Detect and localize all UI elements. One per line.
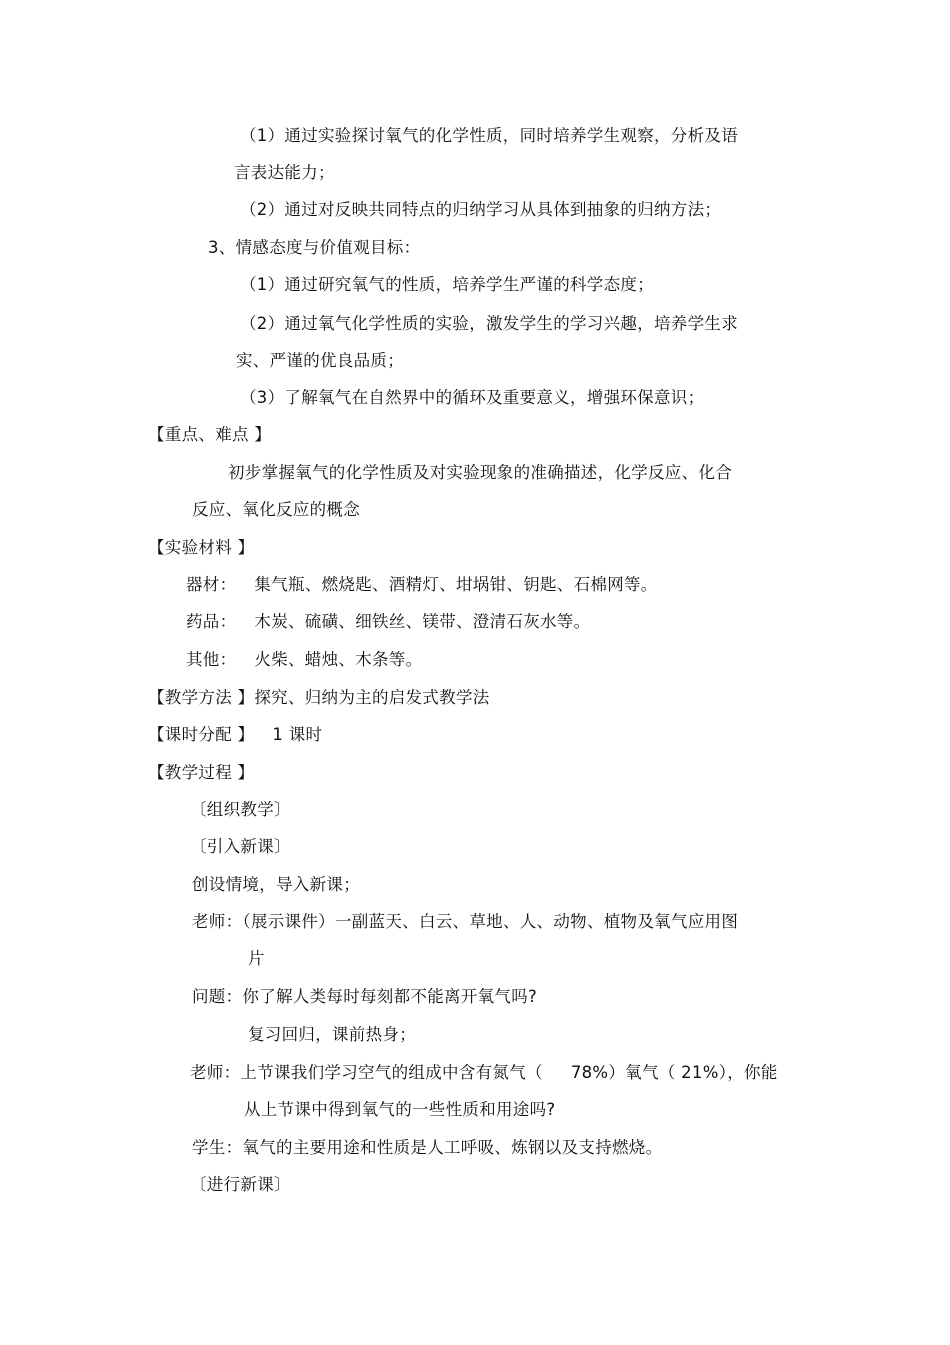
- key-points-line1: 初步掌握氧气的化学性质及对实验现象的准确描述，化学反应、化合: [228, 463, 732, 482]
- attitude-objectives-heading: 3、情感态度与价值观目标：: [208, 238, 421, 257]
- student-row: [192, 1137, 662, 1159]
- other-label: 其他：: [186, 650, 237, 669]
- ability-objective-1-line1: （1）通过实验探讨氧气的化学性质，同时培养学生观察，分析及语: [240, 126, 738, 145]
- teacher-speech-2a: 上节课我们学习空气的组成中含有氮气（: [240, 1063, 543, 1082]
- reagents-label: 药品：: [186, 612, 237, 631]
- teaching-process-heading: 【教学过程 】: [148, 763, 255, 782]
- attitude-objective-2-line1: （2）通过氧气化学性质的实验，激发学生的学习兴趣，培养学生求: [240, 314, 738, 333]
- ability-objective-1-line2: 言表达能力；: [234, 163, 335, 182]
- student-label: 学生：: [192, 1138, 243, 1157]
- teacher-label-2: 老师：: [190, 1063, 241, 1082]
- introduce-new-lesson: 〔引入新课〕: [190, 837, 291, 856]
- key-points-heading: 【重点、难点 】: [148, 425, 272, 444]
- teacher-label: 老师：: [192, 912, 243, 931]
- review-warmup: 复习回归，课前热身；: [248, 1025, 416, 1044]
- teaching-method-row: [148, 687, 490, 709]
- student-value: 氧气的主要用途和性质是人工呼吸、炼钢以及支持燃烧。: [242, 1138, 663, 1157]
- other-value: 火柴、蜡烛、木条等。: [254, 650, 423, 669]
- question-row: [192, 986, 537, 1008]
- teaching-method-heading: 【教学方法 】: [148, 688, 255, 707]
- other-materials-row: [186, 649, 422, 671]
- teacher-line-2: [190, 1062, 778, 1084]
- question-value: 你了解人类每时每刻都不能离开氧气吗?: [242, 987, 538, 1006]
- ability-objective-2: （2）通过对反映共同特点的归纳学习从具体到抽象的归纳方法；: [240, 200, 722, 219]
- teacher-line-1: [192, 911, 738, 933]
- materials-heading: 【实验材料 】: [148, 538, 255, 557]
- reagents-row: [186, 611, 590, 633]
- attitude-objective-2-line2: 实、严谨的优良品质；: [236, 351, 404, 370]
- key-points-line2: 反应、氧化反应的概念: [192, 500, 360, 519]
- teacher-line-2-cont: 从上节课中得到氧气的一些性质和用途吗?: [244, 1100, 556, 1119]
- create-scenario: 创设情境，导入新课；: [192, 875, 360, 894]
- reagents-value: 木炭、硫磺、细铁丝、镁带、澄清石灰水等。: [254, 612, 591, 631]
- equipment-row: [186, 574, 658, 596]
- question-label: 问题：: [192, 987, 243, 1006]
- attitude-objective-1: （1）通过研究氧气的性质，培养学生严谨的科学态度；: [240, 275, 654, 294]
- equipment-value: 集气瓶、燃烧匙、酒精灯、坩埚钳、钥匙、石棉网等。: [254, 575, 658, 594]
- teaching-method-value: 探究、归纳为主的启发式教学法: [254, 688, 490, 707]
- class-hours-heading: 【课时分配 】: [148, 725, 255, 744]
- organize-teaching: 〔组织教学〕: [190, 800, 291, 819]
- class-hours-value: 1 课时: [272, 725, 323, 744]
- class-hours-row: [148, 724, 322, 746]
- teacher-line-1-cont: 片: [248, 949, 265, 968]
- attitude-objective-3: （3）了解氧气在自然界中的循环及重要意义，增强环保意识；: [240, 388, 705, 407]
- equipment-label: 器材：: [186, 575, 237, 594]
- proceed-new-lesson: 〔进行新课〕: [190, 1175, 291, 1194]
- teacher-speech-1: （展示课件）一副蓝天、白云、草地、人、动物、植物及氧气应用图: [242, 912, 739, 931]
- teacher-speech-2b: 78%）氧气（ 21%），你能: [570, 1063, 778, 1082]
